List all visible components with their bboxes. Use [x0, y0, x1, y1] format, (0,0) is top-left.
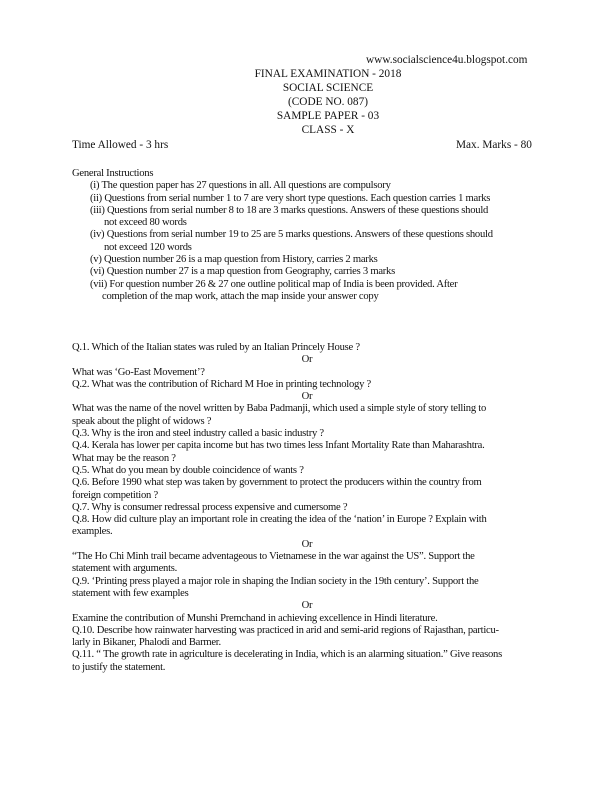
instruction-item: (iv) Questions from serial number 19 to 25 are 5 marks questions. Answers of these questions should	[90, 229, 493, 241]
or-divider: Or	[301, 391, 313, 403]
website-url: www.socialscience4u.blogspot.com	[366, 54, 528, 66]
question-10-cont: larly in Bikaner, Phalodi and Barmer.	[72, 637, 221, 649]
question-7: Q.7. Why is consumer redressal process expensive and cumersome ?	[72, 501, 348, 513]
or-divider: Or	[301, 600, 313, 612]
instruction-item-continued: completion of the map work, attach the map inside your answer copy	[102, 290, 379, 302]
question-9-alternative: Examine the contribution of Munshi Premchand in achieving excellence in Hindi literature.	[72, 612, 438, 624]
instruction-item: (iii) Questions from serial number 8 to 18 are 3 marks questions. Answers of these questions should	[90, 204, 489, 216]
question-6: Q.6. Before 1990 what step was taken by government to protect the producers within the country from	[72, 477, 482, 489]
question-2: Q.2. What was the contribution of Richard M Hoe in printing technology ?	[72, 378, 371, 390]
question-2-alternative-cont: speak about the plight of widows ?	[72, 415, 212, 427]
question-9-cont: statement with few examples	[72, 587, 189, 599]
general-instructions	[72, 168, 542, 303]
question-3: Q.3. Why is the iron and steel industry called a basic industry ?	[72, 428, 324, 440]
instruction-item: (i) The question paper has 27 questions in all. All questions are compulsory	[90, 180, 391, 192]
exam-title: FINAL EXAMINATION - 2018	[254, 68, 402, 80]
or-divider: Or	[301, 354, 313, 366]
instruction-item: (vii) For question number 26 & 27 one outline political map of India is been provided. After	[90, 278, 458, 290]
instruction-item: (v) Question number 26 is a map question from History, carries 2 marks	[90, 254, 378, 266]
question-1-alternative: What was ‘Go-East Movement’?	[72, 366, 205, 378]
question-6-cont: foreign competition ?	[72, 489, 158, 501]
or-divider: Or	[301, 538, 313, 550]
subject-title: SOCIAL SCIENCE	[282, 82, 374, 94]
question-4: Q.4. Kerala has lower per capita income but has two times less Infant Mortality Rate than Maharashtra.	[72, 440, 485, 452]
question-9: Q.9. ‘Printing press played a major role in shaping the Indian society in the 19th century’. Support the	[72, 575, 479, 587]
class-title: CLASS - X	[301, 124, 355, 136]
instruction-item-continued: not exceed 120 words	[104, 241, 192, 253]
question-4-cont: What may be the reason ?	[72, 452, 176, 464]
question-8-cont: examples.	[72, 526, 113, 538]
paper-title: SAMPLE PAPER - 03	[276, 110, 380, 122]
question-8-alternative-cont: statement with arguments.	[72, 563, 178, 575]
subject-code: (CODE NO. 087)	[287, 96, 368, 108]
question-11-cont: to justify the statement.	[72, 661, 166, 673]
instruction-item: (ii) Questions from serial number 1 to 7 are very short type questions. Each question carries 1 marks	[90, 192, 491, 204]
question-2-alternative: What was the name of the novel written by Baba Padmanji, which used a simple style of story telling to	[72, 403, 487, 415]
question-11: Q.11. “ The growth rate in agriculture is decelerating in India, which is an alarming situation.” Give reasons	[72, 649, 502, 661]
question-8-alternative: “The Ho Chi Minh trail became adventageous to Vietnamese in the war against the US”. Support the	[72, 551, 475, 563]
instructions-heading: General Instructions	[72, 168, 154, 179]
questions-section	[72, 342, 542, 674]
instruction-item: (vi) Question number 27 is a map question from Geography, carries 3 marks	[90, 266, 395, 278]
question-5: Q.5. What do you mean by double coincidence of wants ?	[72, 464, 304, 476]
question-10: Q.10. Describe how rainwater harvesting was practiced in arid and semi-arid regions of Rajasthan, particu-	[72, 624, 499, 636]
time-allowed: Time Allowed - 3 hrs	[72, 139, 169, 151]
question-1: Q.1. Which of the Italian states was ruled by an Italian Princely House ?	[72, 342, 360, 353]
question-8: Q.8. How did culture play an important role in creating the idea of the ‘nation’ in Europe ? Explain with	[72, 514, 487, 526]
instruction-item-continued: not exceed 80 words	[104, 217, 187, 229]
max-marks: Max. Marks - 80	[456, 139, 532, 151]
